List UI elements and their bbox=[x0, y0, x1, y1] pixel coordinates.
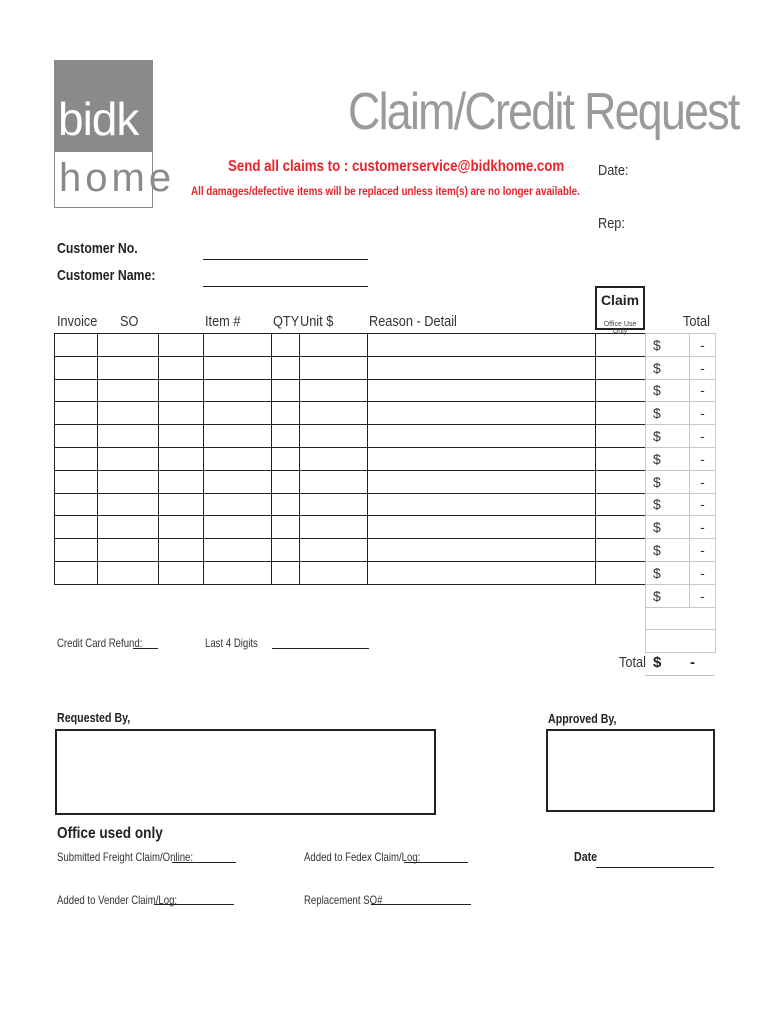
total-value: - bbox=[690, 561, 716, 584]
reason-cell[interactable] bbox=[368, 470, 596, 493]
reason-cell[interactable] bbox=[368, 539, 596, 562]
reason-cell[interactable] bbox=[368, 561, 596, 584]
unit-cell[interactable] bbox=[300, 402, 368, 425]
invoice-cell[interactable] bbox=[55, 561, 98, 584]
logo-bottom-block bbox=[54, 152, 176, 208]
extra-cell[interactable] bbox=[159, 379, 204, 402]
item-cell[interactable] bbox=[204, 379, 272, 402]
row-totals-table bbox=[645, 333, 716, 653]
total-currency: $ bbox=[646, 539, 690, 562]
item-cell[interactable] bbox=[204, 561, 272, 584]
total-row bbox=[646, 334, 716, 357]
customer-number-label: Customer No. bbox=[57, 240, 138, 257]
so-cell[interactable] bbox=[98, 447, 159, 470]
unit-cell[interactable] bbox=[300, 334, 368, 357]
column-reason: Reason - Detail bbox=[369, 313, 457, 330]
claim-cell[interactable] bbox=[596, 356, 646, 379]
invoice-cell[interactable] bbox=[55, 493, 98, 516]
reason-cell[interactable] bbox=[368, 356, 596, 379]
office-date-label: Date bbox=[574, 849, 598, 864]
total-value: - bbox=[690, 379, 716, 402]
total-value: - bbox=[690, 402, 716, 425]
so-cell[interactable] bbox=[98, 470, 159, 493]
extra-cell[interactable] bbox=[159, 447, 204, 470]
table-row bbox=[55, 402, 646, 425]
total-row bbox=[646, 379, 716, 402]
qty-cell[interactable] bbox=[272, 356, 300, 379]
total-currency: $ bbox=[646, 356, 690, 379]
claim-label: Claim bbox=[600, 292, 640, 308]
total-value: - bbox=[690, 539, 716, 562]
so-cell[interactable] bbox=[98, 516, 159, 539]
total-currency: $ bbox=[646, 516, 690, 539]
reason-cell[interactable] bbox=[368, 447, 596, 470]
table-row bbox=[55, 516, 646, 539]
logo-bidk-text: bidk bbox=[58, 93, 139, 145]
qty-cell[interactable] bbox=[272, 447, 300, 470]
total-row bbox=[646, 584, 716, 607]
invoice-cell[interactable] bbox=[55, 516, 98, 539]
qty-cell[interactable] bbox=[272, 334, 300, 357]
bidk-home-logo bbox=[54, 60, 176, 208]
qty-cell[interactable] bbox=[272, 493, 300, 516]
table-row bbox=[55, 425, 646, 448]
unit-cell[interactable] bbox=[300, 493, 368, 516]
so-cell[interactable] bbox=[98, 539, 159, 562]
invoice-cell[interactable] bbox=[55, 356, 98, 379]
claim-cell[interactable] bbox=[596, 447, 646, 470]
page-title: Claim/Credit Request bbox=[348, 83, 739, 141]
total-currency: $ bbox=[646, 402, 690, 425]
claim-cell[interactable] bbox=[596, 334, 646, 357]
unit-cell[interactable] bbox=[300, 516, 368, 539]
office-used-only-heading: Office used only bbox=[57, 825, 163, 842]
reason-cell[interactable] bbox=[368, 402, 596, 425]
column-qty: QTY bbox=[273, 313, 300, 330]
table-row bbox=[55, 334, 646, 357]
qty-cell[interactable] bbox=[272, 425, 300, 448]
qty-cell[interactable] bbox=[272, 470, 300, 493]
grand-total-underline bbox=[645, 652, 714, 676]
office-use-only-label: Office Use Only bbox=[603, 321, 637, 335]
reason-cell[interactable] bbox=[368, 334, 596, 357]
invoice-cell[interactable] bbox=[55, 539, 98, 562]
column-unit: Unit $ bbox=[300, 313, 334, 330]
grand-total-currency: $ bbox=[653, 654, 662, 671]
send-claims-notice: Send all claims to : customerservice@bidkhome.com bbox=[228, 158, 565, 175]
office-date-field[interactable] bbox=[596, 867, 714, 868]
so-cell[interactable] bbox=[98, 379, 159, 402]
unit-cell[interactable] bbox=[300, 539, 368, 562]
table-row bbox=[55, 447, 646, 470]
blank-total-cell bbox=[646, 630, 716, 653]
total-currency: $ bbox=[646, 425, 690, 448]
claim-cell[interactable] bbox=[596, 539, 646, 562]
total-row bbox=[646, 561, 716, 584]
logo-home-text: home bbox=[59, 156, 176, 200]
reason-cell[interactable] bbox=[368, 425, 596, 448]
unit-cell[interactable] bbox=[300, 356, 368, 379]
total-row bbox=[646, 516, 716, 539]
total-row bbox=[646, 356, 716, 379]
blank-total-cell bbox=[646, 607, 716, 630]
qty-cell[interactable] bbox=[272, 402, 300, 425]
total-row bbox=[646, 402, 716, 425]
unit-cell[interactable] bbox=[300, 470, 368, 493]
column-invoice: Invoice bbox=[57, 313, 98, 330]
reason-cell[interactable] bbox=[368, 516, 596, 539]
extra-cell[interactable] bbox=[159, 402, 204, 425]
unit-cell[interactable] bbox=[300, 379, 368, 402]
claim-cell[interactable] bbox=[596, 379, 646, 402]
item-cell[interactable] bbox=[204, 425, 272, 448]
vender-claim-field[interactable] bbox=[154, 904, 234, 905]
so-cell[interactable] bbox=[98, 561, 159, 584]
column-so: SO bbox=[120, 313, 139, 330]
table-row bbox=[55, 379, 646, 402]
table-row bbox=[55, 356, 646, 379]
claim-cell[interactable] bbox=[596, 470, 646, 493]
freight-claim-label: Submitted Freight Claim/Online: bbox=[57, 850, 194, 864]
claim-cell[interactable] bbox=[596, 425, 646, 448]
extra-cell[interactable] bbox=[159, 425, 204, 448]
total-value: - bbox=[690, 584, 716, 607]
total-value: - bbox=[690, 493, 716, 516]
total-currency: $ bbox=[646, 584, 690, 607]
freight-claim-field[interactable] bbox=[172, 862, 236, 863]
extra-cell[interactable] bbox=[159, 493, 204, 516]
total-currency: $ bbox=[646, 561, 690, 584]
so-cell[interactable] bbox=[98, 356, 159, 379]
fedex-claim-field[interactable] bbox=[404, 862, 468, 863]
claim-header-box bbox=[595, 286, 645, 335]
qty-cell[interactable] bbox=[272, 561, 300, 584]
table-row bbox=[55, 561, 646, 584]
item-cell[interactable] bbox=[204, 447, 272, 470]
total-currency: $ bbox=[646, 379, 690, 402]
reason-cell[interactable] bbox=[368, 493, 596, 516]
invoice-cell[interactable] bbox=[55, 425, 98, 448]
replacement-so-label: Replacement SO# bbox=[304, 893, 383, 907]
credit-card-refund-label: Credit Card Refund: bbox=[57, 636, 143, 650]
qty-cell[interactable] bbox=[272, 516, 300, 539]
claim-cell[interactable] bbox=[596, 493, 646, 516]
unit-cell[interactable] bbox=[300, 561, 368, 584]
invoice-cell[interactable] bbox=[55, 470, 98, 493]
total-row-blank bbox=[646, 607, 716, 630]
item-cell[interactable] bbox=[204, 334, 272, 357]
item-cell[interactable] bbox=[204, 402, 272, 425]
qty-cell[interactable] bbox=[272, 379, 300, 402]
date-label: Date: bbox=[598, 162, 629, 179]
approved-by-label: Approved By, bbox=[548, 711, 617, 726]
total-row bbox=[646, 425, 716, 448]
logo-top-block bbox=[54, 60, 153, 152]
item-cell[interactable] bbox=[204, 493, 272, 516]
extra-cell[interactable] bbox=[159, 470, 204, 493]
customer-name-field[interactable] bbox=[203, 286, 368, 287]
credit-card-refund-field[interactable] bbox=[133, 648, 158, 649]
extra-cell[interactable] bbox=[159, 334, 204, 357]
table-row bbox=[55, 470, 646, 493]
unit-cell[interactable] bbox=[300, 447, 368, 470]
requested-by-signature-box[interactable] bbox=[55, 729, 436, 815]
so-cell[interactable] bbox=[98, 425, 159, 448]
item-cell[interactable] bbox=[204, 470, 272, 493]
table-row bbox=[55, 539, 646, 562]
requested-by-label: Requested By, bbox=[57, 710, 131, 725]
claim-items-table bbox=[54, 333, 646, 585]
approved-by-signature-box[interactable] bbox=[546, 729, 715, 812]
customer-number-field[interactable] bbox=[203, 259, 368, 260]
invoice-cell[interactable] bbox=[55, 334, 98, 357]
item-cell[interactable] bbox=[204, 539, 272, 562]
total-row bbox=[646, 447, 716, 470]
rep-label: Rep: bbox=[598, 215, 625, 232]
column-total: Total bbox=[683, 313, 710, 330]
last-4-digits-field[interactable] bbox=[272, 648, 369, 649]
so-cell[interactable] bbox=[98, 493, 159, 516]
invoice-cell[interactable] bbox=[55, 402, 98, 425]
total-currency: $ bbox=[646, 447, 690, 470]
so-cell[interactable] bbox=[98, 402, 159, 425]
extra-cell[interactable] bbox=[159, 516, 204, 539]
total-value: - bbox=[690, 516, 716, 539]
total-row bbox=[646, 470, 716, 493]
total-value: - bbox=[690, 470, 716, 493]
total-currency: $ bbox=[646, 493, 690, 516]
replacement-so-field[interactable] bbox=[371, 904, 471, 905]
grand-total-label: Total bbox=[619, 654, 646, 671]
total-row bbox=[646, 493, 716, 516]
total-currency: $ bbox=[646, 470, 690, 493]
total-row-blank bbox=[646, 630, 716, 653]
item-cell[interactable] bbox=[204, 516, 272, 539]
item-cell[interactable] bbox=[204, 356, 272, 379]
vender-claim-label: Added to Vender Claim/Log: bbox=[57, 893, 178, 907]
reason-cell[interactable] bbox=[368, 379, 596, 402]
unit-cell[interactable] bbox=[300, 425, 368, 448]
so-cell[interactable] bbox=[98, 334, 159, 357]
total-value: - bbox=[690, 334, 716, 357]
fedex-claim-label: Added to Fedex Claim/Log: bbox=[304, 850, 421, 864]
damages-notice: All damages/defective items will be replaced unless item(s) are no longer available. bbox=[191, 184, 580, 198]
claim-cell[interactable] bbox=[596, 561, 646, 584]
invoice-cell[interactable] bbox=[55, 379, 98, 402]
customer-name-label: Customer Name: bbox=[57, 267, 156, 284]
qty-cell[interactable] bbox=[272, 539, 300, 562]
total-value: - bbox=[690, 356, 716, 379]
extra-cell[interactable] bbox=[159, 539, 204, 562]
total-row bbox=[646, 539, 716, 562]
extra-cell[interactable] bbox=[159, 356, 204, 379]
table-row bbox=[55, 493, 646, 516]
total-currency: $ bbox=[646, 334, 690, 357]
invoice-cell[interactable] bbox=[55, 447, 98, 470]
column-item: Item # bbox=[205, 313, 241, 330]
total-value: - bbox=[690, 447, 716, 470]
grand-total-value: - bbox=[690, 654, 695, 671]
claim-cell[interactable] bbox=[596, 516, 646, 539]
extra-cell[interactable] bbox=[159, 561, 204, 584]
total-value: - bbox=[690, 425, 716, 448]
last-4-digits-label: Last 4 Digits bbox=[205, 636, 258, 650]
claim-cell[interactable] bbox=[596, 402, 646, 425]
